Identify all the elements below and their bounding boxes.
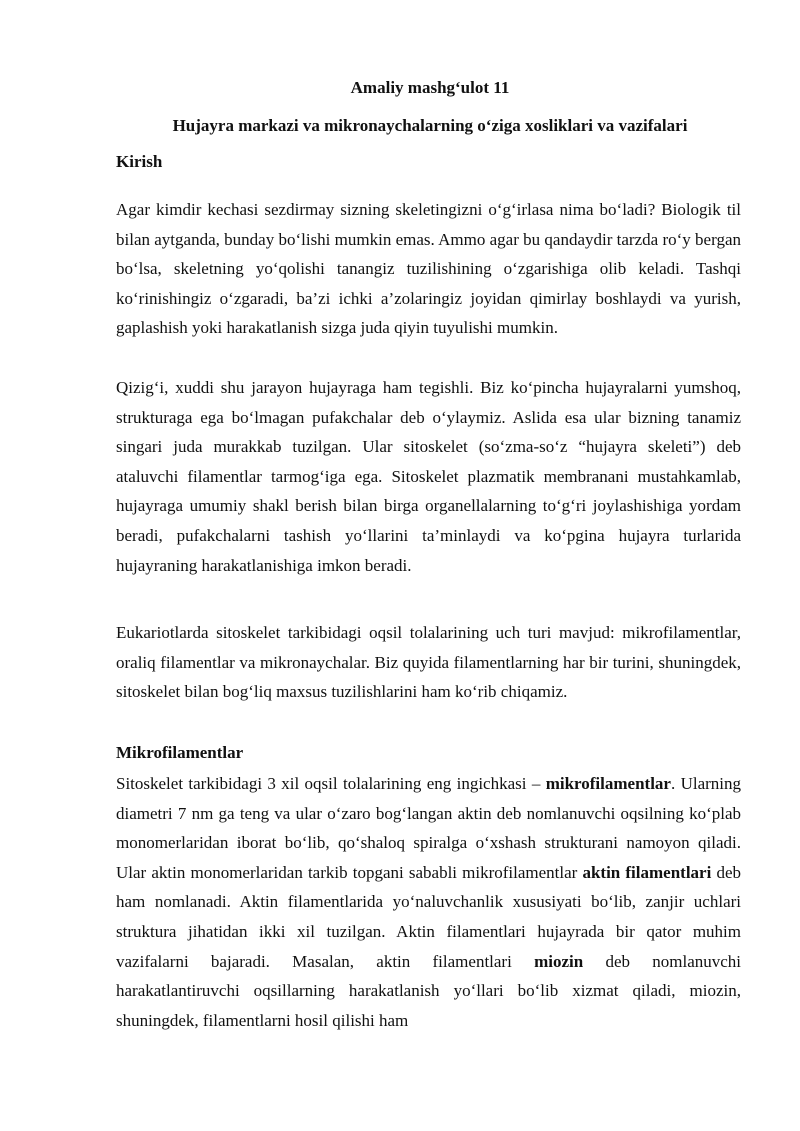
term-miozin: miozin <box>534 951 584 971</box>
paragraph-4-text: deb nomlanuvchi harakatlantiruvchi oqsillarning harakatlanish yo‘llari bo‘lib xizmat qiladi, miozin, shuningdek, filamentlarni hosil qilishi ham <box>116 951 742 1030</box>
document-subtitle: Hujayra markazi va mikronaychalarning o‘ziga xosliklari va vazifalari <box>172 116 688 135</box>
paragraph-2: Qizig‘i, xuddi shu jarayon hujayraga ham tegishli. Biz ko‘pincha hujayralarni yumshoq, strukturaga ega bo‘lmagan pufakchalar deb o‘ylaymiz. Aslida esa ular bizning tanamiz singari juda murakkab tuzilgan. Ular sitoskelet (so‘zma-so‘z “hujayra skeleti”) deb ataluvchi filamentlar tarmog‘iga ega. Sitoskelet plazmatik membranani mustahkamlab, hujayraga umumiy shakl berish bilan birga organellalarning to‘g‘ri joylashishiga yordam beradi, pufakchalarni tashish yo‘llarini ta’minlaydi va ko‘pgina hujayra turlarida hujayraning harakatlanishiga imkon beradi. <box>116 378 741 575</box>
term-aktin-filamentlari: aktin filamentlari <box>582 862 712 882</box>
section-heading-intro: Kirish <box>116 152 163 171</box>
document-title: Amaliy mashg‘ulot 11 <box>350 78 510 97</box>
term-mikrofilamentlar: mikrofilamentlar <box>545 774 671 793</box>
paragraph-4-text: Sitoskelet tarkibidagi 3 xil oqsil tolalarining eng ingichkasi – <box>116 774 546 793</box>
paragraph-4-text: deb ham nomlanadi. Aktin filamentlarida yo‘naluvchanlik xususiyati bo‘lib, zanjir uchlari struktura jihatidan ikki xil tuzilgan. Aktin filamentlari hujayrada bir qator muhim vazifalarni bajaradi. Masalan, aktin filamentlari <box>116 862 742 971</box>
paragraph-4-text: . Ularning diametri 7 nm ga teng va ular o‘zaro bog‘langan aktin deb nomlanuvchi oqsilning ko‘plab monomerlaridan iborat bo‘lib, qo‘shaloq spiralga o‘xshash strukturani namoyon qiladi. Ular aktin monomerlaridan tarkib topgani sababli mikrofilamentlar <box>116 774 742 882</box>
paragraph-3: Eukariotlarda sitoskelet tarkibidagi oqsil tolalarining uch turi mavjud: mikrofilamentlar, oraliq filamentlar va mikronaychalar. Biz quyida filamentlarning har bir turini, shuningdek, sitoskelet bilan bog‘liq maxsus tuzilishlarini ham ko‘rib chiqamiz. <box>116 623 741 702</box>
section-heading-microfilaments: Mikrofilamentlar <box>116 743 244 762</box>
paragraph-1: Agar kimdir kechasi sezdirmay sizning skeletingizni o‘g‘irlasa nima bo‘ladi? Biologik til bilan aytganda, bunday bo‘lishi mumkin emas. Ammo agar bu qandaydir tarzda ro‘y bergan bo‘lsa, skeletning yo‘qolishi tanangiz tuzilishining o‘zgarishiga olib keladi. Tashqi ko‘rinishingiz o‘zgaradi, ba’zi ichki a’zolaringiz joyidan qimirlay boshlaydi va yurish, gaplashish yoki harakatlanish sizga juda qiyin tuyulishi mumkin. <box>116 200 741 338</box>
paragraph-4 <box>116 769 741 1035</box>
